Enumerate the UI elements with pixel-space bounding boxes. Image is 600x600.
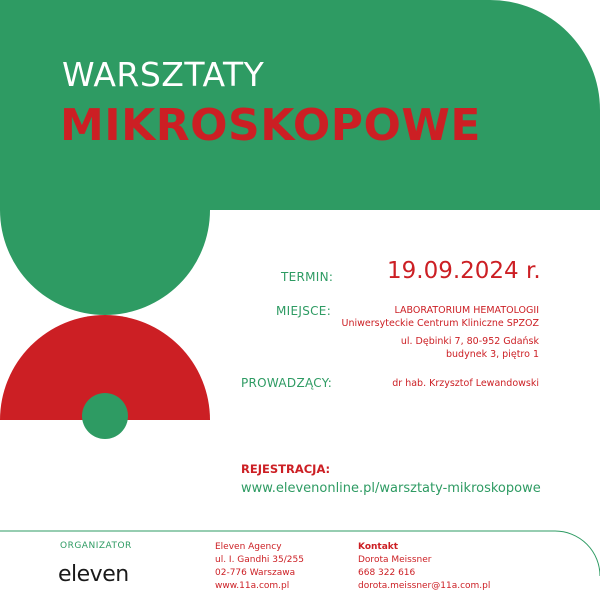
leader-name: dr hab. Krzysztof Lewandowski bbox=[392, 378, 539, 389]
registration-label: REJESTRACJA: bbox=[241, 462, 331, 476]
contact-email[interactable]: dorota.meissner@11a.com.pl bbox=[358, 581, 491, 591]
place-line2: Uniwersyteckie Centrum Kliniczne SPZOZ bbox=[341, 318, 539, 329]
agency-web[interactable]: www.11a.com.pl bbox=[215, 581, 290, 591]
contact-block bbox=[358, 541, 490, 593]
agency-street: ul. I. Gandhi 35/255 bbox=[215, 555, 304, 565]
address-line2: budynek 3, piętro 1 bbox=[446, 349, 539, 360]
event-date: 19.09.2024 r. bbox=[387, 258, 541, 284]
miejsce-label: MIEJSCE: bbox=[276, 304, 332, 318]
contact-phone[interactable]: 668 322 616 bbox=[358, 568, 416, 578]
agency-block bbox=[215, 541, 304, 593]
registration-link[interactable]: www.elevenonline.pl/warsztaty-mikroskopowe bbox=[241, 481, 541, 496]
termin-label: TERMIN: bbox=[281, 270, 334, 284]
agency-city: 02-776 Warszawa bbox=[215, 568, 296, 578]
organizer-label: ORGANIZATOR bbox=[60, 541, 132, 551]
place-line1: LABORATORIUM HEMATOLOGII bbox=[394, 305, 539, 316]
agency-name: Eleven Agency bbox=[215, 542, 282, 552]
prowadzacy-label: PROWADZĄCY: bbox=[241, 376, 333, 390]
contact-person: Dorota Meissner bbox=[358, 555, 432, 565]
eleven-logo: eleven bbox=[58, 562, 129, 587]
contact-heading: Kontakt bbox=[358, 542, 399, 552]
title-line1: WARSZTATY bbox=[62, 55, 265, 94]
title-line2: MIKROSKOPOWE bbox=[60, 100, 481, 151]
address-line1: ul. Dębinki 7, 80-952 Gdańsk bbox=[400, 336, 539, 347]
green-small-circle bbox=[82, 393, 128, 439]
